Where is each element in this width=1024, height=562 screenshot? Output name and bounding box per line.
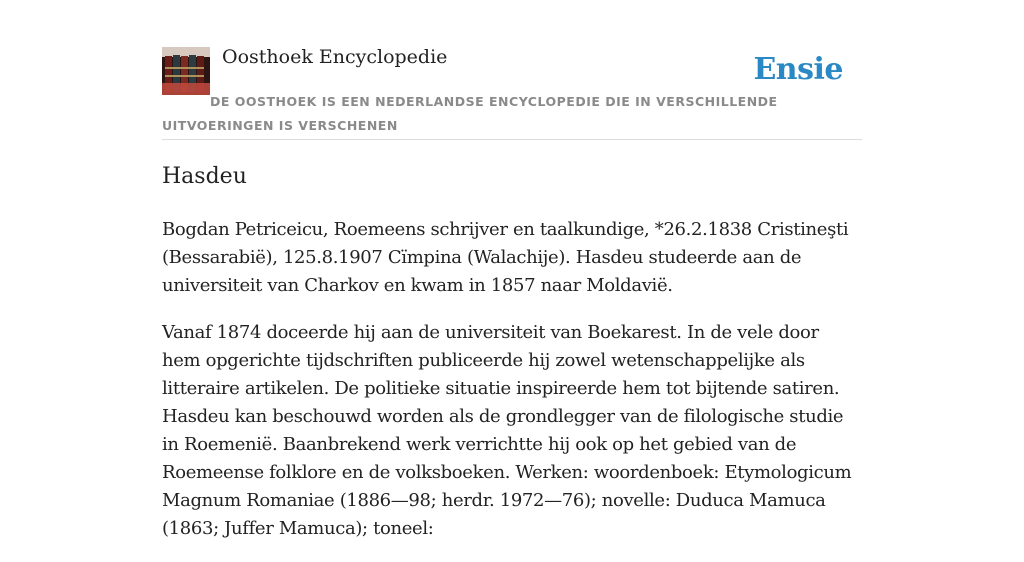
article-paragraph: Bogdan Petriceicu, Roemeens schrijver en taalkundige, *26.2.1838 Cristineşti (Bessarabië), 125.8.1907 Cïmpina (Walachije). Hasdeu studeerde aan de universiteit van Charkov en kwam in 1857 naar Moldavië. <box>162 219 849 296</box>
article-body <box>162 216 862 562</box>
site-tagline: DE OOSTHOEK IS EEN NEDERLANDSE ENCYCLOPEDIE DIE IN VERSCHILLENDE UITVOERINGEN IS VERSCHENEN <box>162 94 778 133</box>
site-header <box>162 0 862 140</box>
ensie-brand-logo[interactable]: Ensie <box>753 52 843 87</box>
site-name-link[interactable]: Oosthoek Encyclopedie <box>222 46 448 68</box>
article-paragraph: Vanaf 1874 doceerde hij aan de universiteit van Boekarest. In de vele door hem opgerichte tijdschriften publiceerde hij zowel wetenschappelijke als litteraire artikelen. De politieke situatie inspireerde hem tot bijtende satiren. Hasdeu kan beschouwd worden als de grondlegger van de filologische studie in Roemenië. Baanbrekend werk verrichtte hij ook op het gebied van de Roemeense folklore en de volksboeken. Werken: woordenboek: Etymologicum Magnum Romaniae (1886—98; herdr. 1972—76); novelle: Duduca Mamuca (1863; Juffer Mamuca); toneel: <box>162 322 852 539</box>
page-container <box>162 0 862 539</box>
article-title: Hasdeu <box>162 164 247 189</box>
encyclopedia-books-avatar-icon[interactable] <box>162 47 210 95</box>
